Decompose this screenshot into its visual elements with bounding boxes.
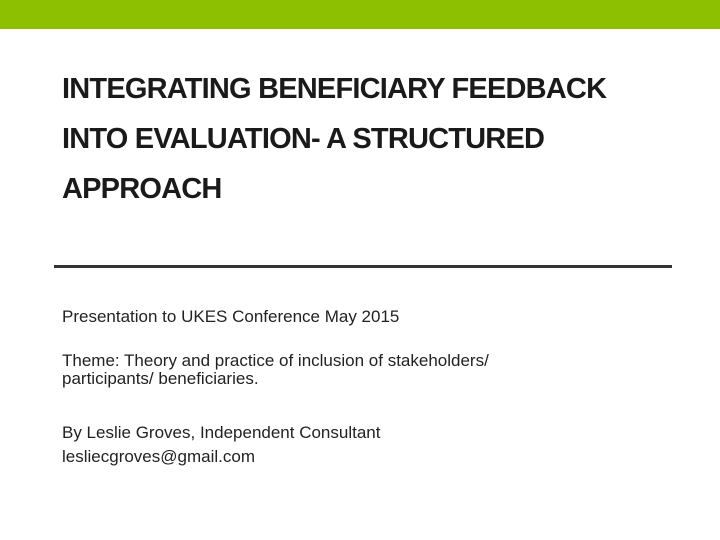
title-line-3: APPROACH xyxy=(62,173,222,205)
title-divider xyxy=(54,265,672,268)
theme-line-1: Theme: Theory and practice of inclusion of stakeholders/ xyxy=(62,351,489,370)
author-line: By Leslie Groves, Independent Consultant xyxy=(62,423,381,442)
title-line-1: INTEGRATING BENEFICIARY FEEDBACK xyxy=(62,73,607,105)
title-line-2: INTO EVALUATION- A STRUCTURED xyxy=(62,123,545,155)
author-email: lesliecgroves@gmail.com xyxy=(62,447,255,466)
theme-text xyxy=(62,352,489,388)
author-block xyxy=(62,421,380,469)
presentation-line: Presentation to UKES Conference May 2015 xyxy=(62,307,400,326)
slide-title xyxy=(62,64,702,214)
theme-line-2: participants/ beneficiaries. xyxy=(62,369,259,388)
accent-top-bar xyxy=(0,0,720,29)
